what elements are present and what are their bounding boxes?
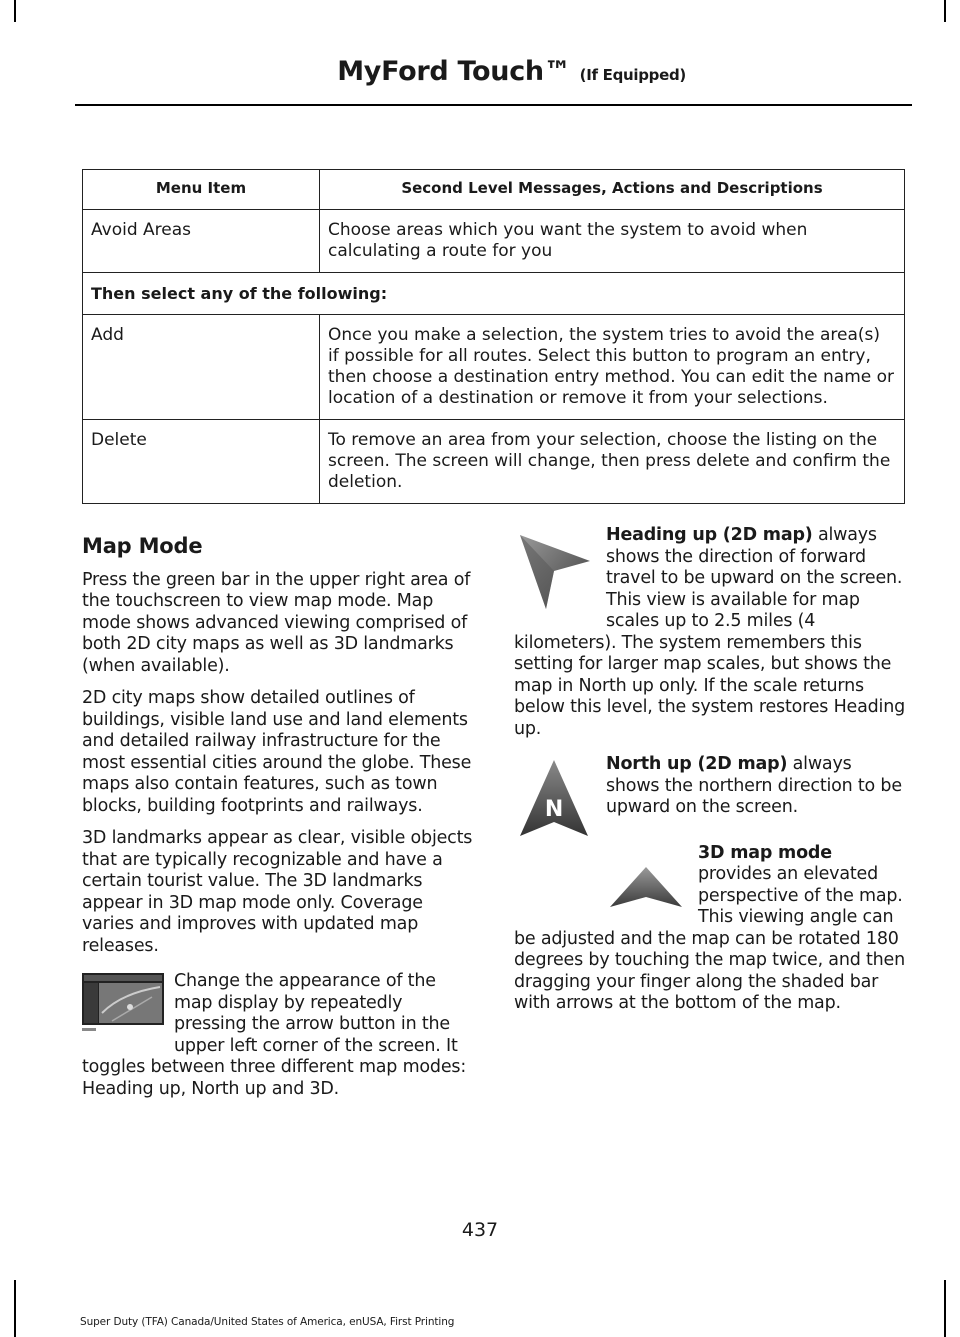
table-header-menu-item: Menu Item xyxy=(83,170,320,210)
north-up-text: always shows the northern direction to be upward on the screen. xyxy=(606,754,902,817)
paragraph: Press the green bar in the upper right area of the touchscreen to view map mode. Map mode shows advanced viewing comprised of both 2D city maps as well as 3D landmarks (when available). xyxy=(82,569,471,676)
table-cell-desc: Choose areas which you want the system to avoid when calculating a route for you xyxy=(320,210,905,273)
crop-mark xyxy=(14,1280,16,1337)
table-header-description: Second Level Messages, Actions and Descriptions xyxy=(320,170,905,210)
north-letter: N xyxy=(544,797,564,822)
map-3d-icon xyxy=(606,849,684,922)
table-header-row xyxy=(83,170,905,210)
header-title: MyFord Touch™ xyxy=(337,56,571,87)
heading-up-text: always shows the direction of forward travel to be upward on the screen. This view is available for map scales up to 2.5 miles (4 kilometers). The system remembers this setting for larger map scales, but shows the map in North up only. If the scale returns below this level, the system restores Heading up. xyxy=(514,525,906,739)
map-3d-text: provides an elevated perspective of the map. This viewing angle can be adjusted and the map can be rotated 180 degrees by touching the map twice, and then dragging your finger along the shaded bar with arrows at the bottom of the map. xyxy=(514,864,906,1013)
paragraph-text: Change the appearance of the map display by repeatedly pressing the arrow button in the upper left corner of the screen. It toggles between three different map modes: Heading up, North up and 3D. xyxy=(82,971,467,1099)
heading-up-icon xyxy=(514,527,592,618)
paragraph xyxy=(514,754,907,822)
paragraph: 3D landmarks appear as clear, visible objects that are typically recognizable and have a certain tourist value. The 3D landmarks appear in 3D map mode only. Coverage varies and improves with updated map releases. xyxy=(82,828,473,956)
table-cell-desc: Once you make a selection, the system tries to avoid the area(s) if possible for all routes. Select this button to program an entry, then choose a destination entry method. You can edit the name or location of a destination or remove it from your selections. xyxy=(320,315,905,420)
section-heading: Map Mode xyxy=(82,534,203,558)
north-up-title: North up (2D map) xyxy=(606,754,788,774)
heading-up-title: Heading up (2D map) xyxy=(606,525,813,545)
table-row xyxy=(83,420,905,504)
paragraph xyxy=(514,843,907,1015)
footer-text: Super Duty (TFA) Canada/United States of America, enUSA, First Printing xyxy=(80,1316,455,1328)
table-cell-desc: To remove an area from your selection, choose the listing on the screen. The screen will change, then press delete and confirm the deletion. xyxy=(320,420,905,504)
table-row xyxy=(83,273,905,315)
table-row xyxy=(83,210,905,273)
crop-mark xyxy=(944,0,946,22)
crop-mark xyxy=(14,0,16,22)
north-up-icon xyxy=(514,756,592,847)
crop-mark xyxy=(944,1280,946,1337)
paragraph: 2D city maps show detailed outlines of buildings, visible land use and land elements and detailed railway infrastructure for the most essential cities around the globe. These maps also contain features, such as town blocks, building footprints and railways. xyxy=(82,688,472,816)
right-column xyxy=(514,525,907,1026)
map-3d-title: 3D map mode xyxy=(698,842,832,863)
header-subtitle: (If Equipped) xyxy=(579,66,686,84)
menu-table xyxy=(82,169,905,504)
page-header xyxy=(0,56,960,87)
table-cell-item: Delete xyxy=(83,420,320,504)
table-row xyxy=(83,315,905,420)
header-divider xyxy=(75,104,912,106)
table-span-cell: Then select any of the following: xyxy=(83,273,905,315)
paragraph xyxy=(82,971,477,1100)
table-cell-item: Add xyxy=(83,315,320,420)
page-number: 437 xyxy=(461,1219,499,1241)
map-screen-thumbnail xyxy=(82,973,164,1040)
table-cell-item: Avoid Areas xyxy=(83,210,320,273)
paragraph xyxy=(514,525,907,740)
left-column xyxy=(82,536,477,1111)
